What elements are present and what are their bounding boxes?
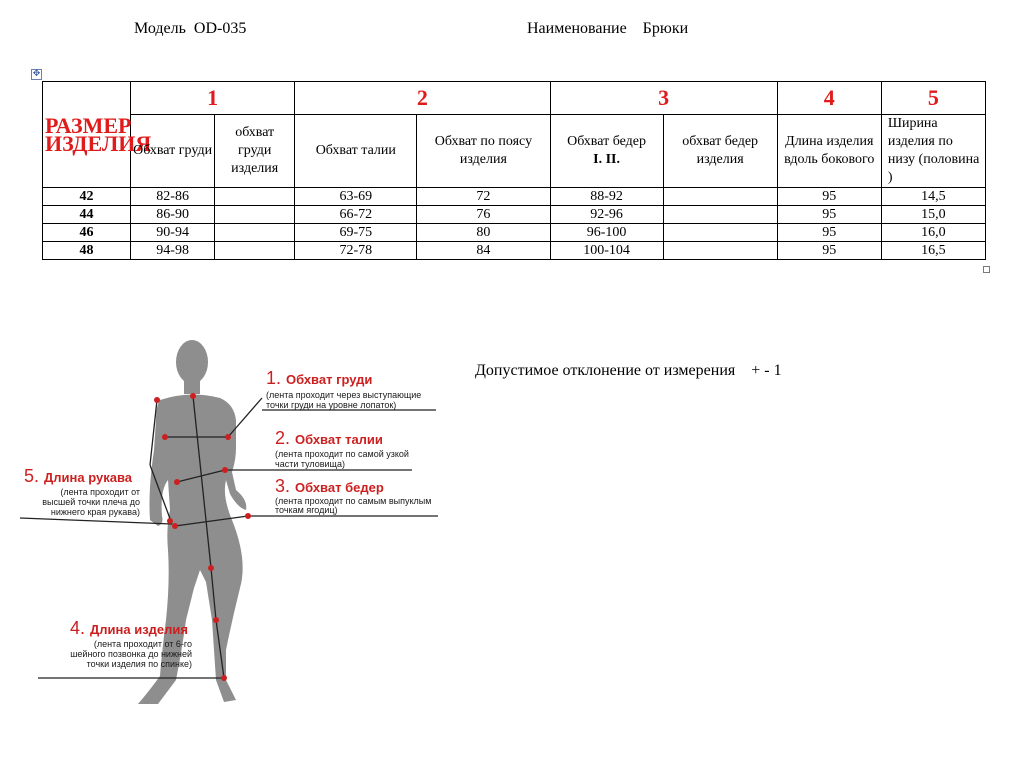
length-cell: 95 xyxy=(777,242,881,260)
chest-cell: 86-90 xyxy=(131,206,215,224)
product-name-label: Наименование Брюки xyxy=(527,20,689,37)
length-cell: 95 xyxy=(777,188,881,206)
annotation-note: (лента проходит от 6-го xyxy=(93,639,192,649)
column-header: Длина изделия вдоль бокового xyxy=(777,115,881,188)
length-cell: 95 xyxy=(777,224,881,242)
annotation-note: (лента проходит по самой узкой xyxy=(275,449,409,459)
chest-item-cell xyxy=(215,242,295,260)
annotation-chest xyxy=(266,368,421,410)
group-number-row xyxy=(43,82,986,115)
group-number: 3 xyxy=(550,82,777,115)
annotation-note: точкам ягодиц) xyxy=(275,505,338,515)
measurement-figure xyxy=(0,320,470,730)
table-resize-handle[interactable] xyxy=(983,266,990,273)
annotation-number: 1. xyxy=(266,368,282,388)
annotation-number: 4. xyxy=(70,618,86,638)
column-header: Обхват груди xyxy=(131,115,215,188)
hip-cell: 92-96 xyxy=(550,206,663,224)
annotation-number: 5. xyxy=(24,466,40,486)
chest-item-cell xyxy=(215,188,295,206)
table-row xyxy=(43,242,986,260)
length-cell: 95 xyxy=(777,206,881,224)
chest-cell: 94-98 xyxy=(131,242,215,260)
annotation-note: (лента проходит по самым выпуклым xyxy=(275,496,432,506)
annotation-note: точки изделия по спинке) xyxy=(86,659,192,669)
annotation-note: нижнего края рукава) xyxy=(50,507,140,517)
size-cell: 46 xyxy=(43,224,131,242)
hip-item-cell xyxy=(663,242,777,260)
column-header: Обхват талии xyxy=(295,115,417,188)
column-header: обхват бедер изделия xyxy=(663,115,777,188)
group-number: 1 xyxy=(131,82,295,115)
chest-item-cell xyxy=(215,224,295,242)
size-table xyxy=(42,81,986,260)
width-cell: 16,5 xyxy=(881,242,985,260)
chest-cell: 90-94 xyxy=(131,224,215,242)
sleeve-underline xyxy=(20,518,172,524)
table-row xyxy=(43,188,986,206)
hip-cell: 96-100 xyxy=(550,224,663,242)
belt-cell: 76 xyxy=(417,206,550,224)
annotation-title: Длина изделия xyxy=(90,622,188,637)
size-header-cell: РАЗМЕР ИЗДЕЛИЯ xyxy=(43,82,131,188)
annotation-hips xyxy=(275,476,431,515)
model-label: Модель OD-035 xyxy=(134,20,247,37)
column-header: Обхват по поясу изделия xyxy=(417,115,550,188)
size-cell: 42 xyxy=(43,188,131,206)
waist-cell: 63-69 xyxy=(295,188,417,206)
annotation-note: точки груди на уровне лопаток) xyxy=(266,400,397,410)
annotation-note: высшей точки плеча до xyxy=(42,497,140,507)
annotation-number: 2. xyxy=(275,428,291,448)
size-cell: 48 xyxy=(43,242,131,260)
annotation-title: Обхват талии xyxy=(295,432,383,447)
column-header-suffix: I. II. xyxy=(593,152,620,167)
column-header-text: Обхват бедер xyxy=(567,134,646,149)
belt-cell: 80 xyxy=(417,224,550,242)
column-header: обхват груди изделия xyxy=(215,115,295,188)
annotation-title: Обхват бедер xyxy=(295,480,384,495)
annotation-note: (лента проходит от xyxy=(60,487,140,497)
table-row xyxy=(43,206,986,224)
chest-cell: 82-86 xyxy=(131,188,215,206)
annotation-title: Длина рукава xyxy=(44,470,132,485)
width-cell: 16,0 xyxy=(881,224,985,242)
size-cell: 44 xyxy=(43,206,131,224)
table-move-handle-icon[interactable]: ✥ xyxy=(32,69,41,79)
tolerance-note: Допустимое отклонение от измерения + - 1 xyxy=(475,362,782,379)
belt-cell: 72 xyxy=(417,188,550,206)
annotation-note: (лента проходит через выступающие xyxy=(266,390,422,400)
annotation-title: Обхват груди xyxy=(286,372,373,387)
belt-cell: 84 xyxy=(417,242,550,260)
hip-cell: 88-92 xyxy=(550,188,663,206)
group-number: 4 xyxy=(777,82,881,115)
column-header: Ширина изделия по низу (половина ) xyxy=(881,115,985,188)
waist-cell: 69-75 xyxy=(295,224,417,242)
waist-cell: 72-78 xyxy=(295,242,417,260)
group-number: 5 xyxy=(881,82,985,115)
waist-cell: 66-72 xyxy=(295,206,417,224)
annotation-sleeve xyxy=(24,466,140,517)
table-row xyxy=(43,224,986,242)
annotation-note: части туловища) xyxy=(275,459,345,469)
group-number: 2 xyxy=(295,82,550,115)
hip-item-cell xyxy=(663,188,777,206)
annotation-number: 3. xyxy=(275,476,291,496)
width-cell: 14,5 xyxy=(881,188,985,206)
chest-item-cell xyxy=(215,206,295,224)
hip-item-cell xyxy=(663,224,777,242)
hip-cell: 100-104 xyxy=(550,242,663,260)
width-cell: 15,0 xyxy=(881,206,985,224)
annotation-length xyxy=(70,618,192,669)
annotation-note: шейного позвонка до нижней xyxy=(70,649,192,659)
column-header-row xyxy=(43,115,986,188)
column-header xyxy=(550,115,663,188)
annotation-waist xyxy=(275,428,409,469)
hip-item-cell xyxy=(663,206,777,224)
